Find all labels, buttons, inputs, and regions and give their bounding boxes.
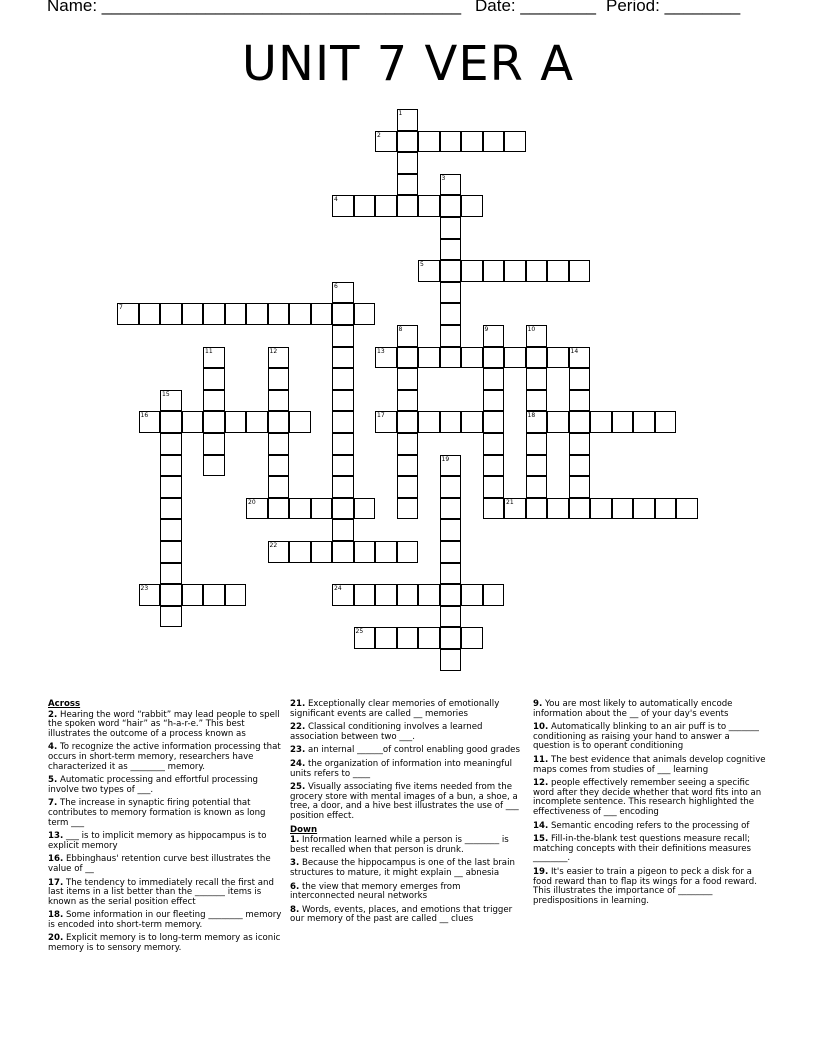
grid-cell[interactable]: [461, 347, 483, 369]
grid-cell[interactable]: [354, 541, 376, 563]
clues-column-2: [290, 700, 526, 929]
clue-across-25: 25. Visually associating five items needed from the grocery store with mental images of a bun, a shoe, a tree, a door, and a hive best illustrates the use of ___ position effect.: [290, 782, 519, 821]
grid-cell[interactable]: [397, 541, 419, 563]
grid-cell[interactable]: [160, 498, 182, 520]
grid-cell[interactable]: [397, 368, 419, 390]
grid-cell[interactable]: [332, 455, 354, 477]
grid-cell[interactable]: [418, 347, 440, 369]
grid-cell[interactable]: [440, 649, 462, 671]
period-field-label: Period: ________: [606, 0, 741, 15]
grid-cell[interactable]: [504, 131, 526, 153]
grid-cell[interactable]: [354, 627, 376, 649]
grid-cell[interactable]: [375, 584, 397, 606]
grid-cell[interactable]: [397, 109, 419, 131]
grid-cell[interactable]: [289, 498, 311, 520]
grid-cell[interactable]: [418, 627, 440, 649]
grid-cell[interactable]: [332, 519, 354, 541]
clue-number-label: 13: [377, 347, 385, 355]
grid-cell[interactable]: [418, 411, 440, 433]
clue-down-10: 10. Automatically blinking to an air puff is to _______ conditioning as raising your hand to answer a question is to operant conditioning: [533, 722, 759, 752]
grid-cell[interactable]: [526, 433, 548, 455]
grid-cell[interactable]: [569, 368, 591, 390]
grid-cell[interactable]: [440, 498, 462, 520]
grid-cell[interactable]: [182, 411, 204, 433]
grid-cell[interactable]: [203, 347, 225, 369]
grid-cell[interactable]: [375, 195, 397, 217]
grid-cell[interactable]: [397, 455, 419, 477]
grid-cell[interactable]: [139, 584, 161, 606]
clue-down-15: 15. Fill-in-the-blank test questions measure recall; matching concepts with their definitions measures ________.: [533, 834, 752, 864]
grid-cell[interactable]: [440, 325, 462, 347]
clue-across-24: 24. the organization of information into meaningful units refers to ____: [290, 758, 513, 779]
grid-cell[interactable]: [354, 303, 376, 325]
grid-cell[interactable]: [375, 347, 397, 369]
clue-down-6: 6. the view that memory emerges from interconnected neural networks: [290, 881, 461, 902]
grid-cell[interactable]: [440, 541, 462, 563]
grid-cell[interactable]: [569, 498, 591, 520]
grid-cell[interactable]: [160, 584, 182, 606]
grid-cell[interactable]: [332, 498, 354, 520]
grid-cell[interactable]: [246, 303, 268, 325]
grid-cell[interactable]: [612, 498, 634, 520]
grid-cell[interactable]: [483, 455, 505, 477]
name-field-label: Name: ______________________________________: [47, 0, 462, 15]
grid-cell[interactable]: [203, 455, 225, 477]
clue-number-label: 4: [334, 196, 338, 204]
grid-cell[interactable]: [160, 433, 182, 455]
grid-cell[interactable]: [569, 390, 591, 412]
grid-cell[interactable]: [160, 455, 182, 477]
clue-number-label: 25: [355, 628, 364, 636]
grid-cell[interactable]: [440, 217, 462, 239]
grid-cell[interactable]: [332, 282, 354, 304]
grid-cell[interactable]: [569, 347, 591, 369]
grid-cell[interactable]: [483, 433, 505, 455]
grid-cell[interactable]: [397, 195, 419, 217]
grid-cell[interactable]: [440, 519, 462, 541]
grid-cell[interactable]: [483, 368, 505, 390]
clue-number-label: 14: [570, 347, 579, 355]
grid-cell[interactable]: [203, 411, 225, 433]
grid-cell[interactable]: [440, 174, 462, 196]
clues-column-1: [48, 700, 284, 958]
grid-cell[interactable]: [268, 498, 290, 520]
clue-across-7: 7. The increase in synaptic firing potential that contributes to memory formation is known as long term ___: [48, 798, 266, 828]
grid-cell[interactable]: [397, 627, 419, 649]
grid-cell[interactable]: [160, 606, 182, 628]
grid-cell[interactable]: [332, 368, 354, 390]
grid-cell[interactable]: [375, 627, 397, 649]
grid-cell[interactable]: [440, 563, 462, 585]
across-heading: Across: [48, 699, 81, 709]
clue-number-label: 3: [441, 174, 446, 182]
clue-number-label: 16: [140, 412, 149, 420]
grid-cell[interactable]: [182, 303, 204, 325]
grid-cell[interactable]: [397, 152, 419, 174]
clues-column-3: [533, 700, 769, 910]
grid-cell[interactable]: [246, 498, 268, 520]
grid-cell[interactable]: [440, 260, 462, 282]
clue-across-16: 16. Ebbinghaus' retention curve best illustrates the value of __: [48, 854, 271, 874]
grid-cell[interactable]: [483, 411, 505, 433]
grid-cell[interactable]: [332, 433, 354, 455]
clue-down-14: 14. Semantic encoding refers to the processing of: [533, 820, 750, 831]
grid-cell[interactable]: [461, 195, 483, 217]
grid-cell[interactable]: [268, 541, 290, 563]
grid-cell[interactable]: [526, 325, 548, 347]
clue-across-22: 22. Classical conditioning involves a learned association between two ___.: [290, 722, 483, 742]
clue-down-9: 9. You are most likely to automatically encode information about the __ of your day's events: [533, 699, 733, 719]
grid-cell[interactable]: [203, 433, 225, 455]
grid-cell[interactable]: [633, 411, 655, 433]
grid-cell[interactable]: [547, 347, 569, 369]
grid-cell[interactable]: [268, 476, 290, 498]
grid-cell[interactable]: [676, 498, 698, 520]
grid-cell[interactable]: [655, 411, 677, 433]
grid-cell[interactable]: [268, 303, 290, 325]
grid-cell[interactable]: [354, 195, 376, 217]
grid-cell[interactable]: [590, 411, 612, 433]
grid-cell[interactable]: [332, 584, 354, 606]
clue-across-18: 18. Some information in our fleeting ________ memory is encoded into short-term memory.: [48, 910, 282, 930]
grid-cell[interactable]: [139, 303, 161, 325]
grid-cell[interactable]: [203, 390, 225, 412]
grid-cell[interactable]: [332, 411, 354, 433]
grid-cell[interactable]: [397, 131, 419, 153]
grid-cell[interactable]: [332, 195, 354, 217]
grid-cell[interactable]: [332, 347, 354, 369]
clue-number-label: 9: [484, 326, 489, 333]
grid-cell[interactable]: [418, 584, 440, 606]
clue-across-21: 21. Exceptionally clear memories of emotionally significant events are called __ memories: [290, 699, 500, 719]
grid-cell[interactable]: [440, 347, 462, 369]
grid-cell[interactable]: [440, 195, 462, 217]
clue-across-20: 20. Explicit memory is to long-term memory as iconic memory is to sensory memory.: [48, 933, 281, 954]
clue-across-17: 17. The tendency to immediately recall the first and last items in a list better than the _______ items is known as the serial position effect: [48, 877, 274, 907]
grid-cell[interactable]: [526, 260, 548, 282]
grid-cell[interactable]: [397, 433, 419, 455]
grid-cell[interactable]: [160, 411, 182, 433]
grid-cell[interactable]: [289, 541, 311, 563]
grid-cell[interactable]: [483, 347, 505, 369]
grid-cell[interactable]: [332, 541, 354, 563]
grid-cell[interactable]: [225, 584, 247, 606]
grid-cell[interactable]: [440, 476, 462, 498]
grid-cell[interactable]: [440, 584, 462, 606]
grid-cell[interactable]: [203, 584, 225, 606]
clue-number-label: 24: [334, 585, 342, 593]
grid-cell[interactable]: [483, 131, 505, 153]
grid-cell[interactable]: [160, 390, 182, 412]
grid-cell[interactable]: [311, 303, 333, 325]
clue-number-label: 22: [269, 542, 278, 549]
grid-cell[interactable]: [311, 541, 333, 563]
grid-cell[interactable]: [160, 541, 182, 563]
grid-cell[interactable]: [418, 131, 440, 153]
grid-cell[interactable]: [289, 303, 311, 325]
grid-cell[interactable]: [547, 260, 569, 282]
grid-cell[interactable]: [354, 584, 376, 606]
grid-cell[interactable]: [461, 584, 483, 606]
grid-cell[interactable]: [526, 347, 548, 369]
grid-cell[interactable]: [268, 390, 290, 412]
grid-cell[interactable]: [440, 239, 462, 261]
clue-down-8: 8. Words, events, places, and emotions that trigger our memory of the past are called __ clues: [290, 904, 513, 925]
clue-across-5: 5. Automatic processing and effortful processing involve two types of ___.: [48, 775, 259, 795]
grid-cell[interactable]: [375, 541, 397, 563]
clue-down-3: 3. Because the hippocampus is one of the last brain structures to mature, it might explain __ abnesia: [290, 858, 515, 878]
grid-cell[interactable]: [526, 498, 548, 520]
grid-cell[interactable]: [461, 627, 483, 649]
grid-cell[interactable]: [268, 433, 290, 455]
grid-cell[interactable]: [268, 347, 290, 369]
clue-down-12: 12. people effectively remember seeing a specific word after they decide whether that word fits into an incomplete sentence. This research highlighted the effectiveness of ___ encoding: [533, 778, 762, 817]
clue-down-1: 1. Information learned while a person is ________ is best recalled when that person is drunk.: [290, 835, 509, 855]
grid-cell[interactable]: [526, 368, 548, 390]
clue-number-label: 23: [140, 585, 149, 593]
grid-cell[interactable]: [182, 584, 204, 606]
grid-cell[interactable]: [289, 411, 311, 433]
grid-cell[interactable]: [504, 347, 526, 369]
grid-cell[interactable]: [397, 390, 419, 412]
grid-cell[interactable]: [397, 476, 419, 498]
grid-cell[interactable]: [483, 498, 505, 520]
grid-cell[interactable]: [440, 411, 462, 433]
grid-cell[interactable]: [203, 368, 225, 390]
grid-cell[interactable]: [504, 498, 526, 520]
clue-number-label: 19: [441, 455, 450, 463]
clue-number-label: 6: [334, 282, 338, 290]
grid-cell[interactable]: [440, 282, 462, 304]
clue-across-2: 2. Hearing the word “rabbit” may lead people to spell the spoken word “hair” as “h-a-r-e.” This best illustrates the outcome of a process known as: [48, 709, 280, 739]
grid-cell[interactable]: [354, 498, 376, 520]
grid-cell[interactable]: [225, 411, 247, 433]
clue-number-label: 7: [119, 304, 123, 312]
clue-number-label: 17: [377, 412, 385, 420]
down-heading: Down: [290, 824, 318, 835]
grid-cell[interactable]: [332, 390, 354, 412]
grid-cell[interactable]: [332, 476, 354, 498]
grid-cell[interactable]: [440, 131, 462, 153]
grid-cell[interactable]: [440, 627, 462, 649]
grid-cell[interactable]: [160, 519, 182, 541]
puzzle-title: UNIT 7 VER A: [241, 36, 575, 92]
grid-cell[interactable]: [461, 260, 483, 282]
grid-cell[interactable]: [397, 498, 419, 520]
grid-cell[interactable]: [418, 260, 440, 282]
clue-number-label: 15: [162, 390, 170, 398]
grid-cell[interactable]: [397, 584, 419, 606]
clue-across-23: 23. an internal ______of control enabling good grades: [290, 745, 520, 756]
grid-cell[interactable]: [397, 325, 419, 347]
clue-number-label: 1: [398, 110, 403, 117]
grid-cell[interactable]: [504, 260, 526, 282]
clue-number-label: 11: [205, 347, 213, 355]
grid-cell[interactable]: [311, 498, 333, 520]
grid-cell[interactable]: [268, 411, 290, 433]
clue-number-label: 8: [398, 326, 403, 333]
clue-across-4: 4. To recognize the active information processing that occurs in short-term memory, researchers have characterized it as ________ memory.: [48, 742, 281, 772]
clue-down-19: 19. It's easier to train a pigeon to peck a disk for a food reward than to flap its wings for a food reward. This illustrates the importance of ________ predispositions in learning.: [533, 866, 757, 906]
clue-number-label: 21: [506, 498, 514, 506]
grid-cell[interactable]: [633, 498, 655, 520]
grid-cell[interactable]: [440, 606, 462, 628]
grid-cell[interactable]: [612, 411, 634, 433]
grid-cell[interactable]: [397, 347, 419, 369]
grid-cell[interactable]: [160, 476, 182, 498]
grid-cell[interactable]: [246, 411, 268, 433]
grid-cell[interactable]: [160, 303, 182, 325]
grid-cell[interactable]: [526, 455, 548, 477]
grid-cell[interactable]: [139, 411, 161, 433]
grid-cell[interactable]: [483, 390, 505, 412]
clue-number-label: 18: [527, 412, 536, 420]
grid-cell[interactable]: [569, 455, 591, 477]
grid-cell[interactable]: [117, 303, 139, 325]
grid-cell[interactable]: [332, 303, 354, 325]
grid-cell[interactable]: [569, 476, 591, 498]
grid-cell[interactable]: [461, 411, 483, 433]
grid-cell[interactable]: [483, 260, 505, 282]
clue-number-label: 10: [527, 326, 536, 333]
grid-cell[interactable]: [526, 476, 548, 498]
grid-cell[interactable]: [225, 303, 247, 325]
date-field-label: Date: ________: [475, 0, 596, 15]
grid-cell[interactable]: [483, 325, 505, 347]
clue-number-label: 2: [377, 131, 381, 139]
grid-cell[interactable]: [332, 325, 354, 347]
clue-number-label: 5: [420, 261, 424, 269]
clue-number-label: 12: [269, 347, 278, 355]
grid-cell[interactable]: [590, 498, 612, 520]
grid-cell[interactable]: [160, 563, 182, 585]
grid-cell[interactable]: [397, 411, 419, 433]
grid-cell[interactable]: [440, 455, 462, 477]
grid-cell[interactable]: [547, 411, 569, 433]
grid-cell[interactable]: [397, 174, 419, 196]
grid-cell[interactable]: [268, 455, 290, 477]
grid-cell[interactable]: [375, 131, 397, 153]
grid-cell[interactable]: [569, 433, 591, 455]
grid-cell[interactable]: [569, 260, 591, 282]
grid-cell[interactable]: [483, 476, 505, 498]
grid-cell[interactable]: [440, 303, 462, 325]
grid-cell[interactable]: [268, 368, 290, 390]
grid-cell[interactable]: [526, 411, 548, 433]
grid-cell[interactable]: [526, 390, 548, 412]
grid-cell[interactable]: [418, 195, 440, 217]
grid-cell[interactable]: [203, 303, 225, 325]
clue-down-11: 11. The best evidence that animals develop cognitive maps comes from studies of ___ learning: [533, 754, 766, 775]
grid-cell[interactable]: [483, 584, 505, 606]
grid-cell[interactable]: [461, 131, 483, 153]
grid-cell[interactable]: [547, 498, 569, 520]
grid-cell[interactable]: [375, 411, 397, 433]
grid-cell[interactable]: [655, 498, 677, 520]
clue-across-13: 13. ___ is to implicit memory as hippocampus is to explicit memory: [48, 831, 267, 851]
grid-cell[interactable]: [569, 411, 591, 433]
clue-number-label: 20: [248, 498, 256, 506]
